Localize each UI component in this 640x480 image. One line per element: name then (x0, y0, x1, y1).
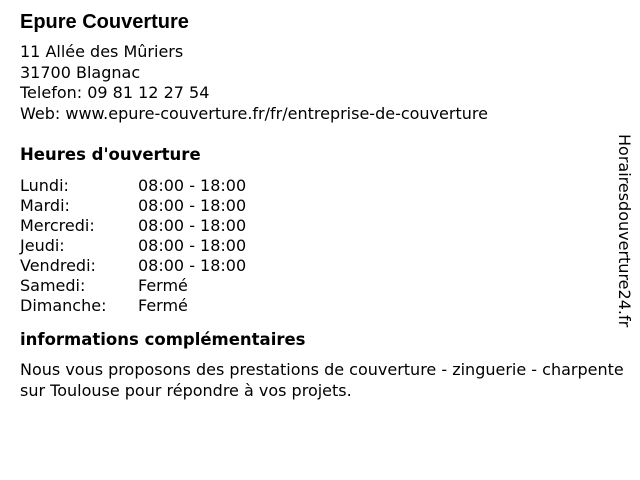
business-name: Epure Couverture (20, 11, 189, 33)
additional-info-heading: informations complémentaires (20, 330, 306, 349)
phone-number: Telefon: 09 81 12 27 54 (20, 83, 210, 102)
hours-day: Samedi: (20, 276, 86, 295)
address-line-1: 11 Allée des Mûriers (20, 42, 184, 61)
hours-row (20, 296, 610, 316)
hours-time: 08:00 - 18:00 (138, 176, 247, 195)
hours-time: 08:00 - 18:00 (138, 216, 247, 235)
hours-row (20, 236, 610, 256)
address-line-2: 31700 Blagnac (20, 62, 141, 82)
hours-day: Mardi: (20, 196, 70, 215)
hours-row (20, 196, 610, 216)
site-watermark: Horairesdouverture24.fr (615, 134, 634, 328)
business-card (20, 8, 624, 401)
hours-row (20, 216, 610, 236)
hours-row (20, 256, 610, 276)
hours-time: Fermé (138, 296, 188, 315)
hours-time: 08:00 - 18:00 (138, 236, 247, 255)
website-link[interactable]: Web: www.epure-couverture.fr/fr/entreprise-de-couverture (20, 103, 488, 123)
hours-time: 08:00 - 18:00 (138, 196, 247, 215)
opening-hours-table (20, 176, 610, 316)
hours-day: Lundi: (20, 176, 69, 195)
hours-day: Jeudi: (20, 236, 65, 255)
hours-day: Mercredi: (20, 216, 95, 235)
opening-hours-heading: Heures d'ouverture (20, 145, 201, 164)
hours-time: 08:00 - 18:00 (138, 256, 247, 275)
additional-info-text: Nous vous proposons des prestations de couverture - zinguerie - charpente sur Toulouse pour répondre à vos projets. (20, 360, 624, 400)
hours-row (20, 176, 610, 196)
hours-time: Fermé (138, 276, 188, 295)
hours-row (20, 276, 610, 296)
hours-day: Dimanche: (20, 296, 107, 315)
hours-day: Vendredi: (20, 256, 96, 275)
